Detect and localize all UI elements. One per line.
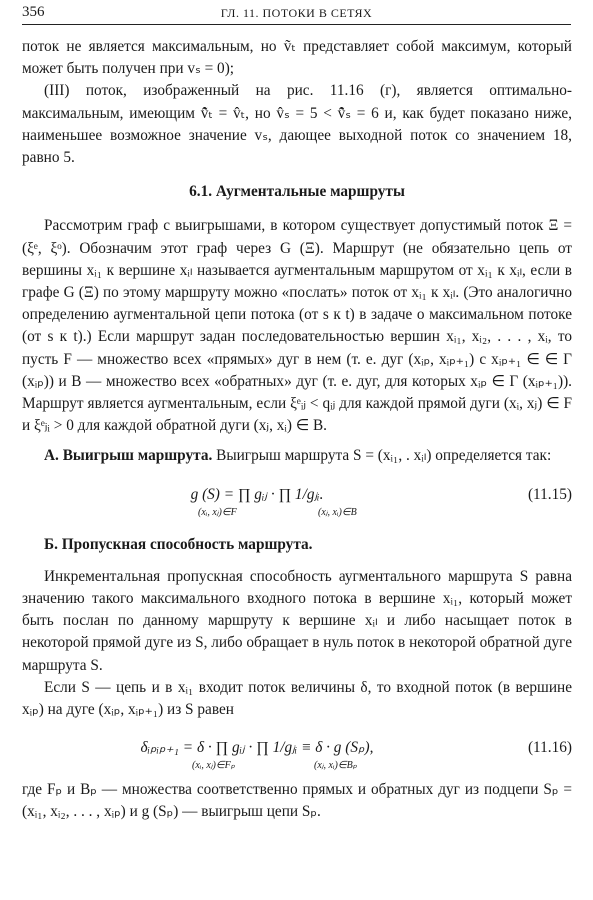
equation-11-16-limit-f: (xᵢ, xⱼ)∈Fₚ — [192, 760, 235, 772]
equation-11-15-formula: g (S) = ∏ gᵢⱼ · ∏ 1/gⱼᵢ. — [190, 485, 324, 503]
paragraph-6: где Fₚ и Bₚ — множества соответственно прямых и обратных дуг из подцепи Sₚ = (xᵢ₁, xᵢ₂, . . . , xᵢₚ) и g (Sₚ) — выигрыш цепи Sₚ. — [22, 781, 572, 821]
equation-11-16-formula: δᵢₚᵢₚ₊₁ = δ · ∏ gᵢⱼ · ∏ 1/gⱼᵢ ≡ δ · g (Sₚ), — [140, 739, 374, 757]
equation-11-15-number: (11.15) — [527, 485, 572, 503]
paragraph-1: поток не является максимальным, но ṽₜ представляет собой максимум, который может быть получен при vₛ = 0); — [22, 38, 572, 78]
section-title: 6.1. Аугментальные маршруты — [189, 183, 405, 201]
equation-11-16 — [22, 727, 572, 773]
paragraph-2: (III) поток, изображенный на рис. 11.16 (г), является оптимально-максимальным, имеющим v̂̃ₜ = v̂ₜ, но v̂ₛ = 5 < v̂̃ₛ = 6 и, как будет показано ниже, наименьшее возможное значение vₛ, дающее выходной поток со значением 18, равно 5. — [22, 82, 572, 167]
equation-11-15-limit-b: (xⱼ, xᵢ)∈B — [318, 506, 357, 518]
running-title: ГЛ. 11. ПОТОКИ В СЕТЯХ — [220, 6, 373, 20]
paragraph-3: Рассмотрим граф с выигрышами, в котором существует допустимый поток Ξ = (ξᵉ, ξᵒ). Обозначим этот граф через G (Ξ). Маршрут (не обязательно цепь от вершины xᵢ₁ к вершине xᵢₗ называется аугментальным маршрутом от xᵢ₁ к xᵢₗ, если в графе G (Ξ) по этому маршруту можно «послать» поток от xᵢ₁ к xᵢₗ. (Это аналогично определению аугментальной цепи потока (от s к t) в задаче о максимальном потоке (от s к t).) Если маршрут задан последовательностью вершин xᵢ₁, xᵢ₂, . . . , xᵢ, то пусть F — множество всех «прямых» дуг в нем (т. е. дуг (xᵢₚ, xᵢₚ₊₁) с xᵢₚ₊₁ ∈ ∈ Γ (xᵢₚ)) и B — множество всех «обратных» дуг (т. е. дуг, для которых xᵢₚ ∈ Γ (xᵢₚ₊₁)). Маршрут является аугментальным, если ξᵉᵢⱼ < qᵢⱼ для каждой прямой дуги (xᵢ, xⱼ) ∈ F и ξᵉⱼᵢ > 0 для каждой обратной дуги (xⱼ, xᵢ) ∈ B. — [22, 217, 572, 435]
page-header — [22, 4, 571, 25]
subsection-a — [22, 445, 572, 467]
page-number: 356 — [22, 4, 45, 20]
subsection-a-text: Выигрыш маршрута S = (xᵢ₁, . xᵢₗ) определяется так: — [216, 447, 552, 465]
subsection-a-label: A. Выигрыш маршрута. — [44, 447, 213, 465]
equation-11-16-limit-b: (xⱼ, xᵢ)∈Bₚ — [314, 760, 357, 772]
equation-11-15-limit-f: (xᵢ, xⱼ)∈F — [198, 506, 237, 518]
equation-11-15 — [22, 474, 572, 520]
paragraph-5: Если S — цепь и в xᵢ₁ входит поток величины δ, то входной поток (в вершине xᵢₚ) на дуге (xᵢₚ, xᵢₚ₊₁) из S равен — [22, 678, 572, 719]
page-body — [22, 36, 572, 824]
equation-11-16-number: (11.16) — [527, 739, 572, 757]
subsection-b-label: Б. Пропускная способность маршрута. — [44, 535, 313, 553]
paragraph-4: Инкрементальная пропускная способность аугментального маршрута S равна значению такого максимального входного потока в вершине xᵢ₁, который может быть послан по данному маршруту к вершине xᵢₗ и либо насыщает поток в некоторой прямой дуге из S, либо обращает в нуль поток в некоторой обратной дуге маршрута S. — [22, 567, 572, 674]
